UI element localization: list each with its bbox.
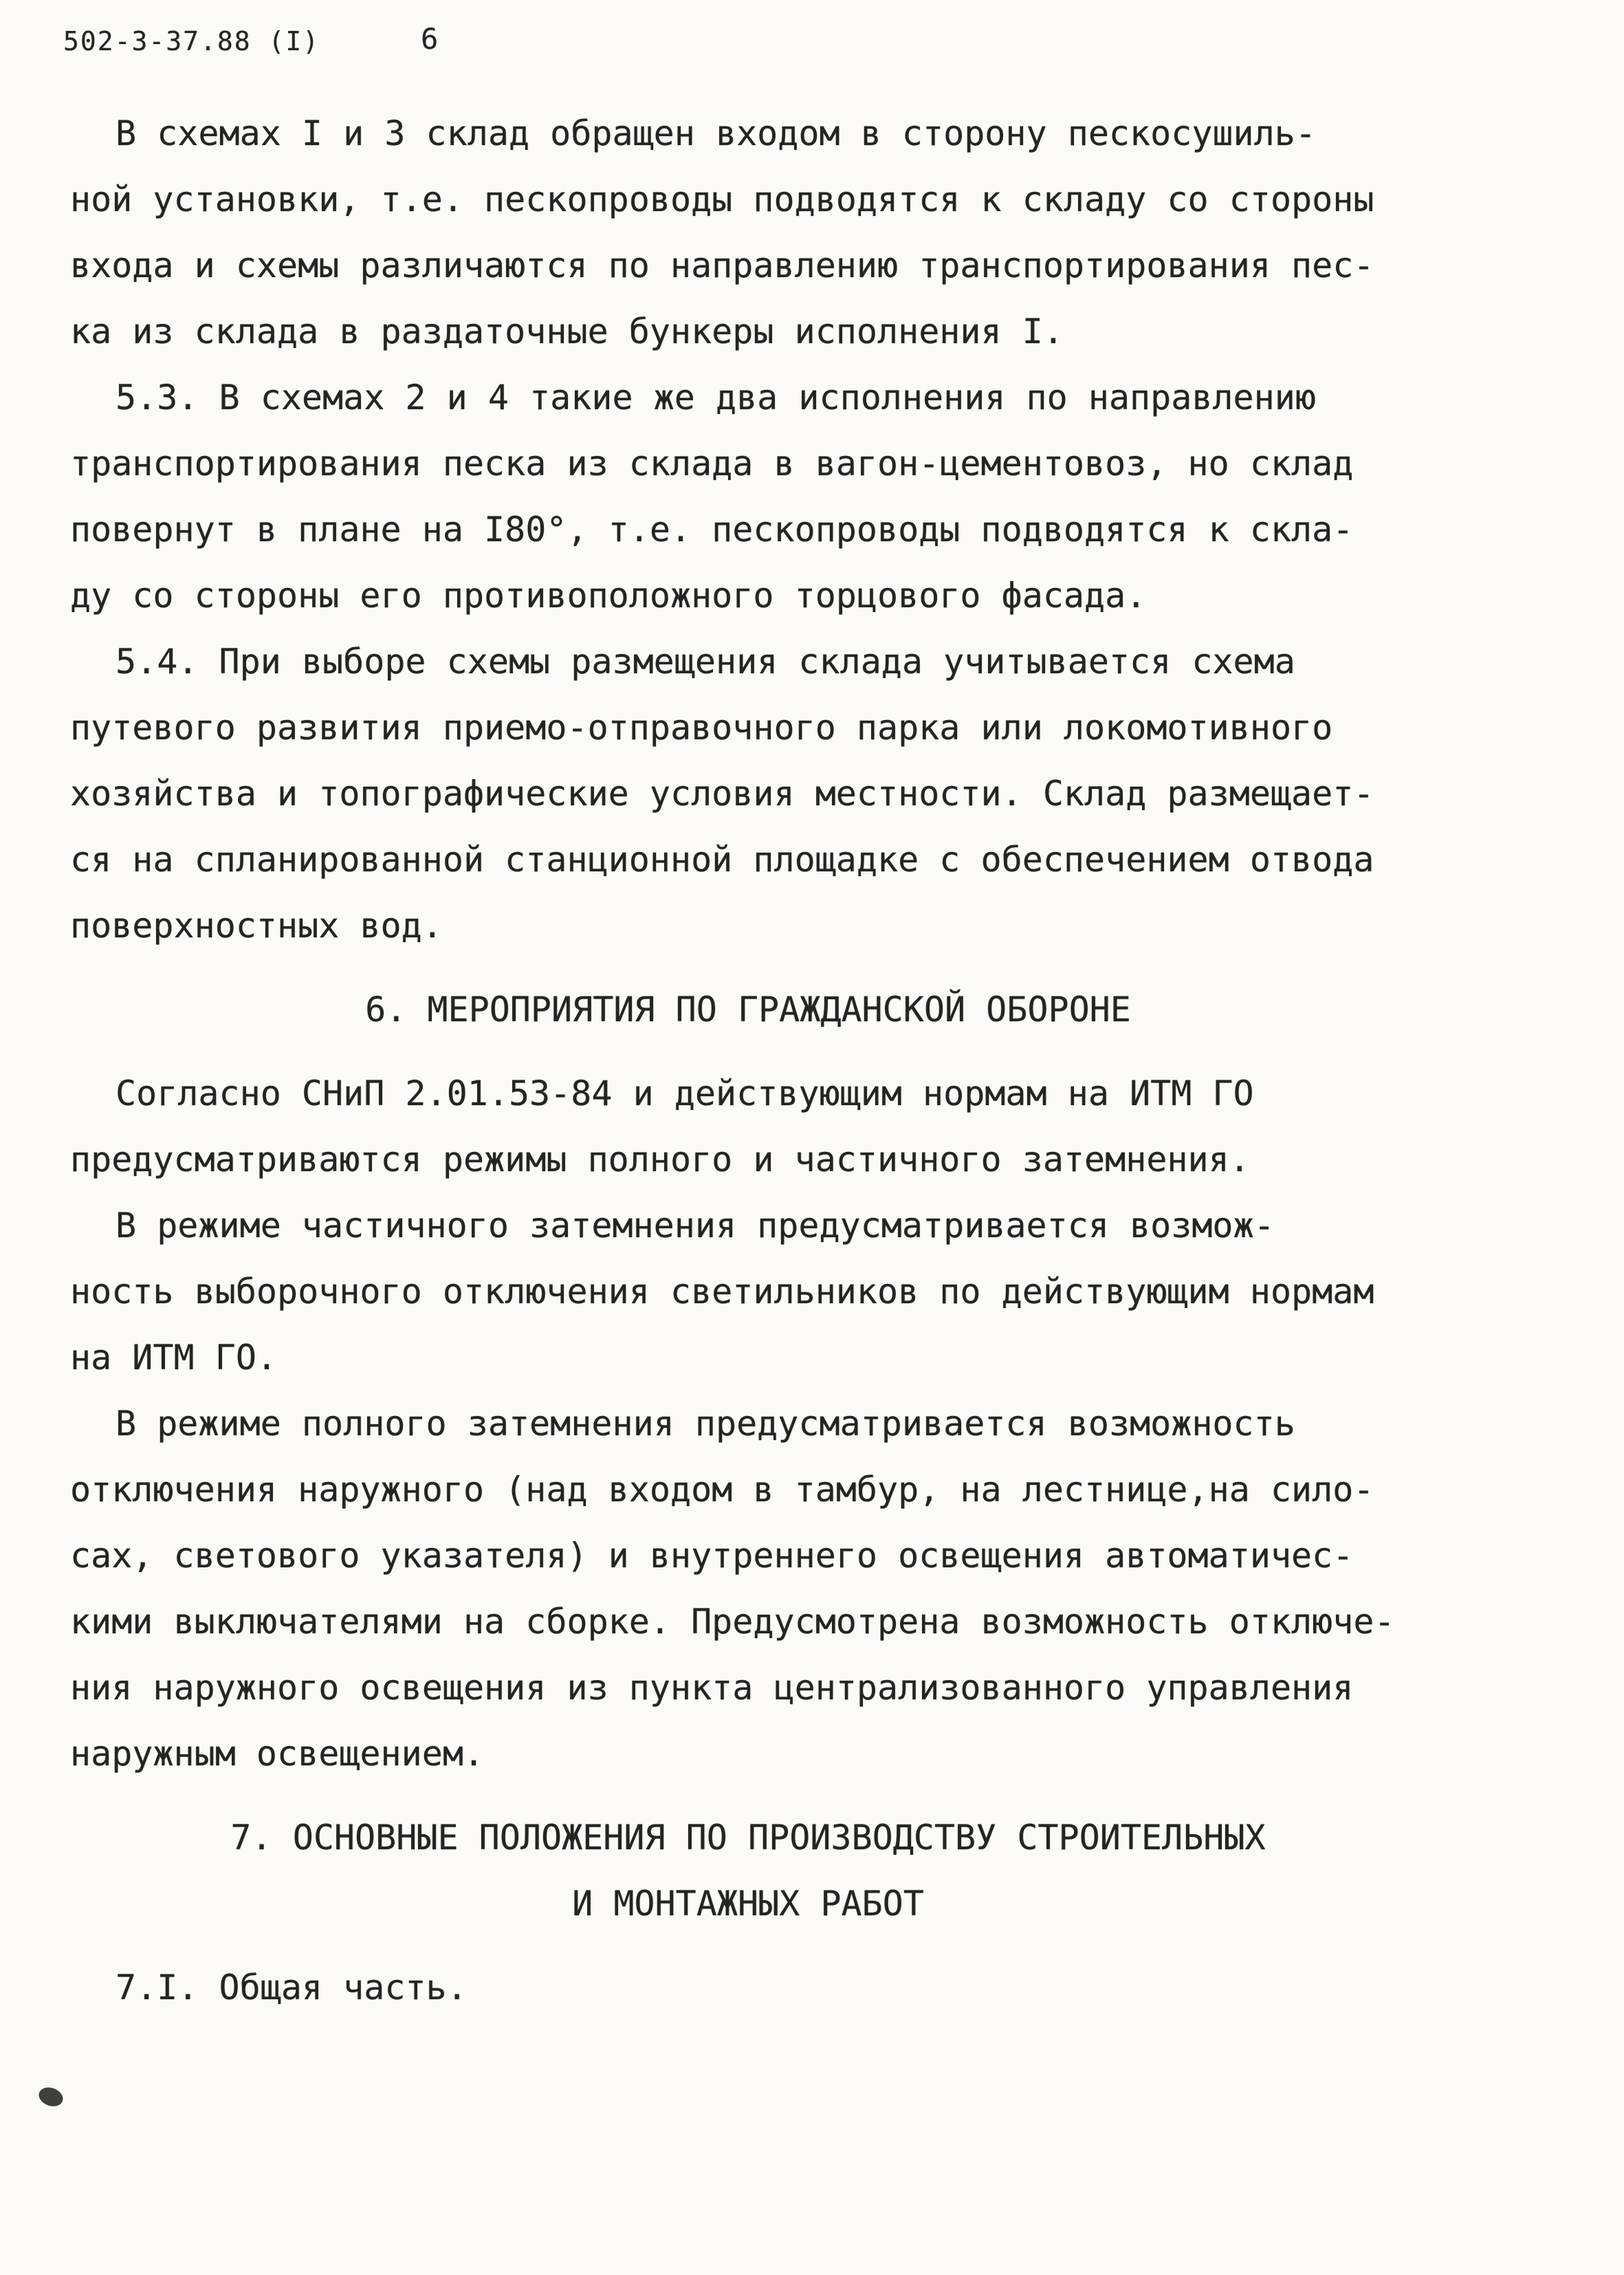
text-line: В схемах I и 3 склад обращен входом в сторону пескосушиль- bbox=[116, 113, 1316, 153]
text-line: отключения наружного (над входом в тамбур, на лестнице,на сило- bbox=[70, 1470, 1374, 1510]
page-number: 6 bbox=[421, 22, 439, 56]
text-line: кими выключателями на сборке. Предусмотрена возможность отключе- bbox=[70, 1602, 1395, 1642]
paragraph bbox=[70, 1193, 1426, 1391]
text-line: на ИТМ ГО. bbox=[70, 1338, 278, 1378]
text-line: 5.4. При выборе схемы размещения склада учитывается схема bbox=[116, 642, 1295, 682]
text-line: ся на спланированной станционной площадке с обеспечением отвода bbox=[70, 840, 1374, 880]
text-line: В режиме полного затемнения предусматривается возможность bbox=[116, 1404, 1295, 1444]
heading-line: 7. ОСНОВНЫЕ ПОЛОЖЕНИЯ ПО ПРОИЗВОДСТВУ СТРОИТЕЛЬНЫХ bbox=[230, 1818, 1266, 1858]
heading-line: 6. МЕРОПРИЯТИЯ ПО ГРАЖДАНСКОЙ ОБОРОНЕ bbox=[365, 990, 1131, 1030]
text-line: предусматриваются режимы полного и частичного затемнения. bbox=[70, 1140, 1250, 1179]
paragraph bbox=[70, 1955, 1426, 2021]
text-line: транспортирования песка из склада в вагон-цементовоз, но склад bbox=[70, 444, 1354, 483]
paragraph bbox=[70, 629, 1426, 959]
text-line: наружным освещением. bbox=[70, 1734, 485, 1774]
text-line: Согласно СНиП 2.01.53-84 и действующим нормам на ИТМ ГО bbox=[116, 1074, 1254, 1113]
text-line: входа и схемы различаются по направлению транспортирования пес- bbox=[70, 246, 1374, 285]
text-line: повернут в плане на I80°, т.е. пескопроводы подводятся к скла- bbox=[70, 510, 1354, 549]
text-line: ния наружного освещения из пункта централизованного управления bbox=[70, 1668, 1354, 1708]
text-line: 5.3. В схемах 2 и 4 такие же два исполнения по направлению bbox=[116, 378, 1316, 417]
document-body bbox=[70, 100, 1426, 2021]
section-heading-civil-defense bbox=[70, 977, 1426, 1043]
text-line: ной установки, т.е. пескопроводы подводятся к складу со стороны bbox=[70, 179, 1374, 219]
text-line: ность выборочного отключения светильников по действующим нормам bbox=[70, 1272, 1374, 1311]
scan-artifact bbox=[36, 2084, 66, 2110]
paragraph bbox=[70, 100, 1426, 364]
text-line: ка из склада в раздаточные бункеры исполнения I. bbox=[70, 312, 1064, 351]
text-line: 7.I. Общая часть. bbox=[116, 1968, 468, 2007]
text-line: сах, светового указателя) и внутреннего освещения автоматичес- bbox=[70, 1536, 1354, 1576]
text-line: хозяйства и топографические условия местности. Склад размещает- bbox=[70, 774, 1374, 814]
section-heading-construction-works bbox=[70, 1805, 1426, 1937]
text-line: В режиме частичного затемнения предусматривается возмож- bbox=[116, 1206, 1275, 1245]
paragraph bbox=[70, 364, 1426, 629]
paragraph bbox=[70, 1391, 1426, 1787]
text-line: поверхностных вод. bbox=[70, 906, 443, 946]
text-line: ду со стороны его противоположного торцового фасада. bbox=[70, 576, 1147, 616]
heading-line: И МОНТАЖНЫХ РАБОТ bbox=[572, 1884, 924, 1924]
document-number: 502-3-37.88 (I) bbox=[63, 26, 320, 56]
paragraph bbox=[70, 1060, 1426, 1193]
text-line: путевого развития приемо-отправочного парка или локомотивного bbox=[70, 708, 1333, 748]
